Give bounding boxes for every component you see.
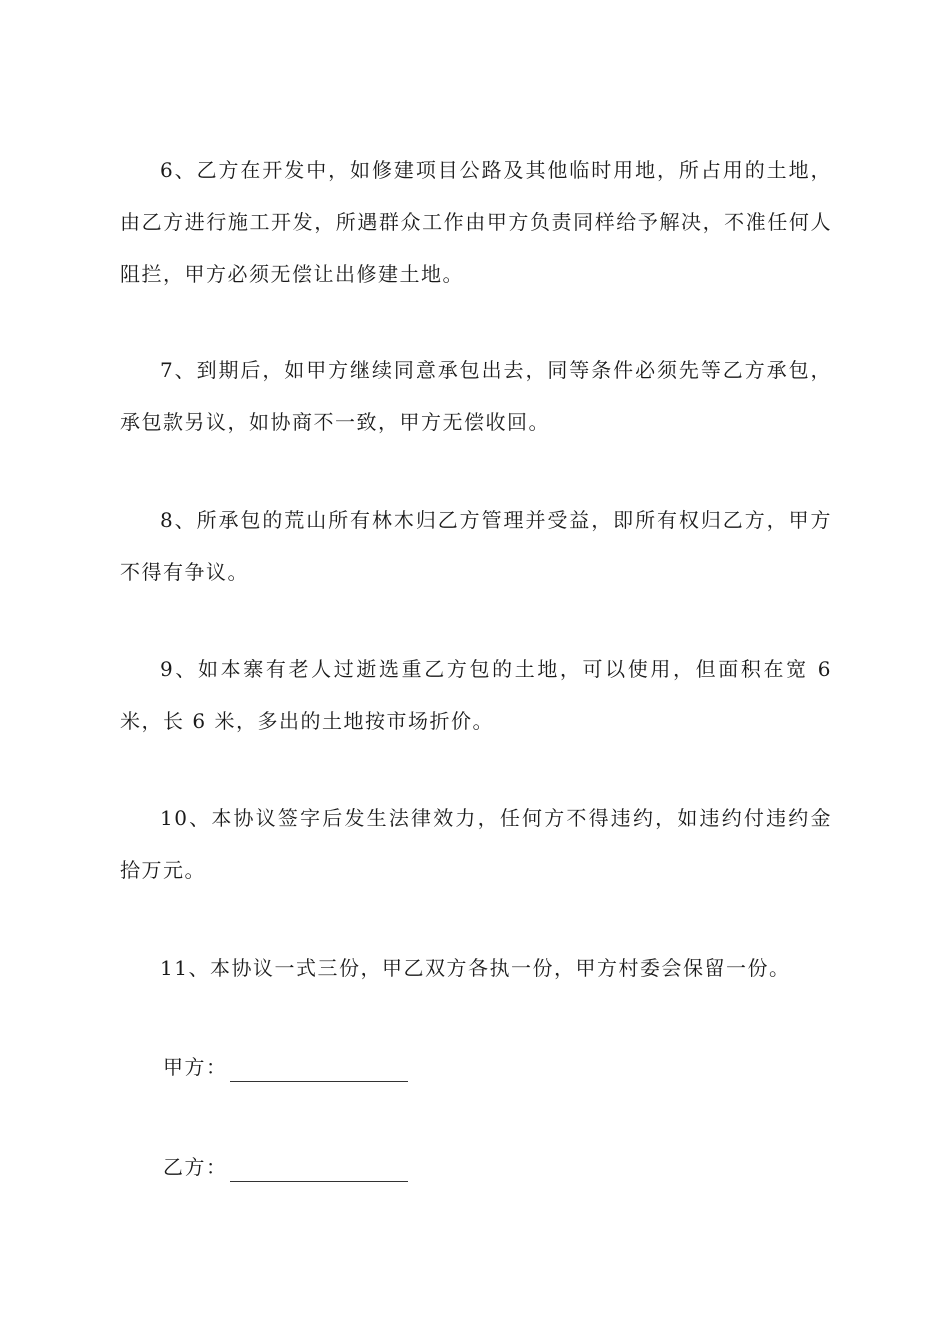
clause-10: 10、本协议签字后发生法律效力，任何方不得违约，如违约付违约金拾万元。 [120,806,832,882]
party-b-signature-line [230,1159,408,1182]
clause-9: 9、如本寨有老人过逝选重乙方包的土地，可以使用，但面积在宽 6 米，长 6 米，多出的土地按市场折价。 [120,657,832,733]
party-a-label: 甲方： [163,1055,228,1079]
party-b-label: 乙方： [163,1155,228,1179]
signature-party-b [163,1152,408,1182]
clause-8: 8、所承包的荒山所有林木归乙方管理并受益，即所有权归乙方，甲方不得有争议。 [120,508,832,584]
clause-6: 6、乙方在开发中，如修建项目公路及其他临时用地，所占用的土地，由乙方进行施工开发，所遇群众工作由甲方负责同样给予解决，不准任何人阻拦，甲方必须无偿让出修建土地。 [120,158,832,286]
signature-party-a [163,1052,408,1082]
clause-7: 7、到期后，如甲方继续同意承包出去，同等条件必须先等乙方承包，承包款另议，如协商不一致，甲方无偿收回。 [120,358,832,434]
clause-11: 11、本协议一式三份，甲乙双方各执一份，甲方村委会保留一份。 [160,956,791,980]
party-a-signature-line [230,1059,408,1082]
